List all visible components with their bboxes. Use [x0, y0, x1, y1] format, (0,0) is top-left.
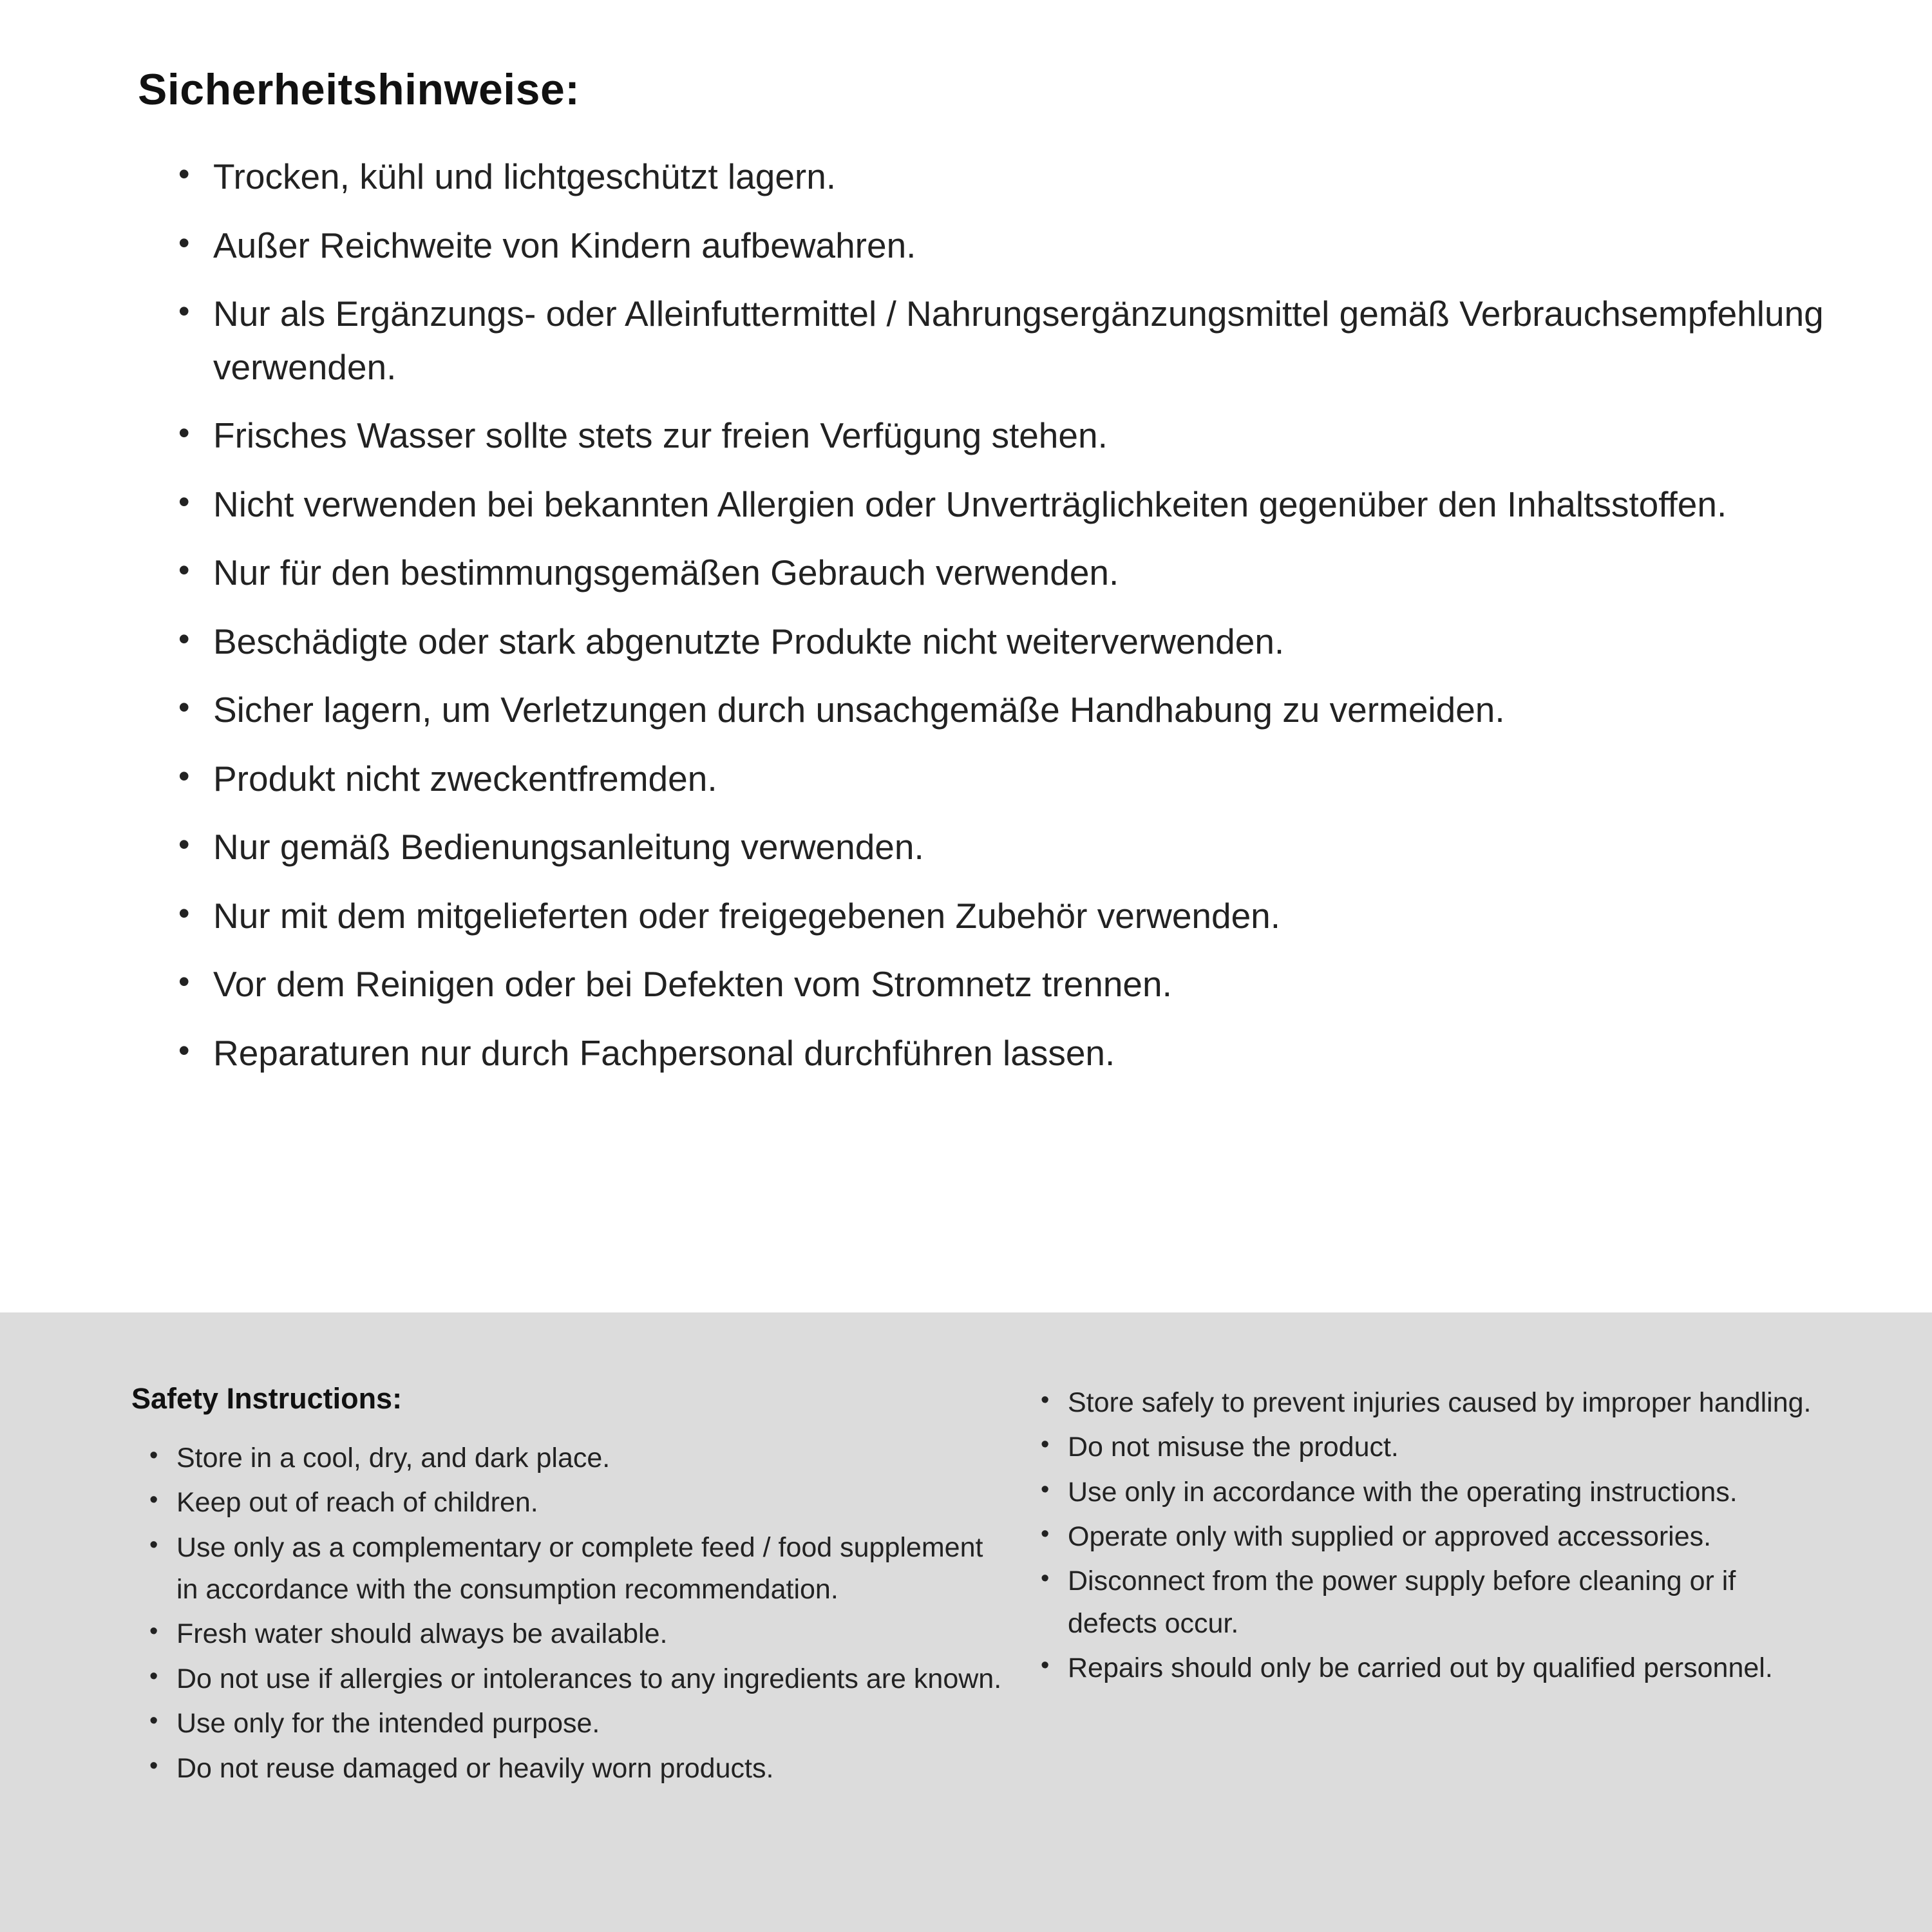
- list-item: • Produkt nicht zweckentfremden.: [173, 752, 1835, 806]
- list-item: • Store safely to prevent injuries caused by improper handling.: [1039, 1382, 1819, 1424]
- german-title: Sicherheitshinweise:: [138, 65, 580, 114]
- list-item: • Use only in accordance with the operating instructions.: [1039, 1472, 1819, 1513]
- english-left-bullet-list: [131, 1437, 1005, 1790]
- english-right-column: [1039, 1382, 1829, 1692]
- english-left-column: [131, 1382, 1039, 1792]
- list-item: • Do not reuse damaged or heavily worn products.: [148, 1748, 1005, 1790]
- list-item: • Nur als Ergänzungs- oder Alleinfuttermittel / Nahrungsergänzungsmittel gemäß Verbrauchsempfehlung verwenden.: [173, 287, 1835, 393]
- list-item: • Frisches Wasser sollte stets zur freien Verfügung stehen.: [173, 409, 1835, 462]
- list-item: • Beschädigte oder stark abgenutzte Produkte nicht weiterverwenden.: [173, 615, 1835, 668]
- list-item: • Trocken, kühl und lichtgeschützt lagern.: [173, 150, 1835, 204]
- english-title: Safety Instructions:: [131, 1382, 402, 1415]
- list-item: • Keep out of reach of children.: [148, 1482, 1005, 1524]
- list-item: • Operate only with supplied or approved accessories.: [1039, 1516, 1819, 1558]
- list-item: • Nur gemäß Bedienungsanleitung verwenden.: [173, 820, 1835, 874]
- list-item: • Sicher lagern, um Verletzungen durch unsachgemäße Handhabung zu vermeiden.: [173, 683, 1835, 737]
- list-item: • Nur für den bestimmungsgemäßen Gebrauch verwenden.: [173, 546, 1835, 600]
- list-item: • Reparaturen nur durch Fachpersonal durchführen lassen.: [173, 1027, 1835, 1080]
- english-right-bullet-list: [1039, 1382, 1819, 1690]
- english-section: [0, 1312, 1932, 1932]
- german-bullet-list: [138, 150, 1835, 1079]
- list-item: • Disconnect from the power supply before cleaning or if defects occur.: [1039, 1560, 1819, 1645]
- list-item: • Nur mit dem mitgelieferten oder freigegebenen Zubehör verwenden.: [173, 889, 1835, 943]
- list-item: • Außer Reichweite von Kindern aufbewahren.: [173, 219, 1835, 272]
- list-item: • Do not use if allergies or intolerances to any ingredients are known.: [148, 1658, 1005, 1700]
- list-item: • Fresh water should always be available.: [148, 1613, 1005, 1655]
- list-item: • Nicht verwenden bei bekannten Allergien oder Unverträglichkeiten gegenüber den Inhaltsstoffen.: [173, 478, 1835, 531]
- list-item: • Vor dem Reinigen oder bei Defekten vom Stromnetz trennen.: [173, 958, 1835, 1011]
- list-item: • Store in a cool, dry, and dark place.: [148, 1437, 1005, 1479]
- list-item: • Use only for the intended purpose.: [148, 1703, 1005, 1745]
- list-item: • Repairs should only be carried out by qualified personnel.: [1039, 1647, 1819, 1689]
- list-item: • Do not misuse the product.: [1039, 1426, 1819, 1468]
- list-item: • Use only as a complementary or complete feed / food supplement in accordance with the consumption recommendation.: [148, 1527, 1005, 1611]
